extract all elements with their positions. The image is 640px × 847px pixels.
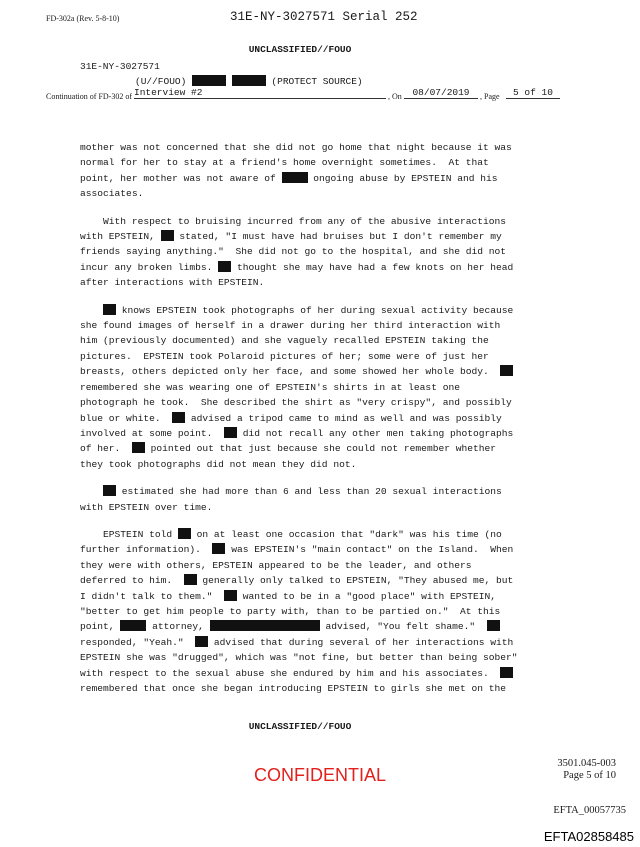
redaction-box [218, 261, 231, 272]
redaction-box [500, 365, 513, 376]
text-run: attorney, [152, 621, 204, 633]
text-run: With respect to bruising incurred from any of the abusive interactions with EPSTEIN, [80, 215, 507, 243]
redaction-box [212, 543, 225, 554]
reference-page: Page 5 of 10 [563, 770, 616, 781]
redaction-box [120, 620, 146, 631]
text-run: estimated she had more than 6 and less than 20 sexual interactions with EPSTEIN over time. [80, 486, 502, 513]
redaction-box [172, 412, 185, 423]
document-body [80, 140, 560, 708]
reference-block [530, 758, 616, 782]
redaction-box [282, 172, 308, 183]
redaction-box [195, 636, 208, 647]
continuation-value: Interview #2 [134, 87, 386, 99]
redaction-box [184, 574, 197, 585]
text-run: ongoing abuse by EPSTEIN and his associates. [80, 172, 498, 200]
text-run: did not recall any other men taking photographs of her. [80, 427, 514, 455]
page-label: , Page [480, 92, 500, 101]
classification-footer: UNCLASSIFIED//FOUO [248, 721, 352, 732]
paragraph-2 [80, 214, 560, 291]
source-line [135, 75, 363, 87]
paragraph-4 [80, 484, 560, 515]
text-run: knows EPSTEIN took photographs of her during sexual activity because she found images of herself in a drawer during her third interaction with him (previously documented) and she vaguely recalled EPSTEIN taking the pictures. EPSTEIN took Polaroid pictures of her; some were of just her breasts, others depicted only her face, and some showed her whole body. [80, 304, 514, 378]
redaction-box [132, 442, 145, 453]
text-run: advised a tripod came to mind as well and was possibly involved at some point. [80, 412, 502, 439]
form-id: FD-302a (Rev. 5-8-10) [46, 14, 120, 23]
text-run: EPSTEIN told [80, 528, 173, 540]
paragraph-5 [80, 527, 560, 696]
redaction-box [500, 667, 513, 678]
efta-number-primary: EFTA_00057735 [553, 805, 626, 816]
text-run: pointed out that just because she could not remember whether they took photographs did not mean they did not. [80, 443, 497, 470]
efta-number-secondary: EFTA02858485 [543, 829, 634, 844]
page-number: 5 of 10 [506, 87, 560, 99]
source-prefix: (U//FOUO) [135, 76, 187, 87]
redaction-box [210, 620, 320, 631]
continuation-label: Continuation of FD-302 of [46, 92, 132, 101]
redaction-box [103, 304, 116, 315]
reference-number: 3501.045-003 [557, 758, 616, 769]
redaction-box [103, 485, 116, 496]
redaction-box [161, 230, 174, 241]
text-run: remembered she was wearing one of EPSTEIN's shirts in at least one photograph he took. She described the shirt as "very crispy", and possibly blue or white. [80, 381, 512, 424]
source-suffix: (PROTECT SOURCE) [271, 76, 363, 87]
date-label: , On [388, 92, 402, 101]
text-run: generally only talked to EPSTEIN, "They abused me, but I didn't talk to them." [80, 575, 514, 602]
paragraph-3 [80, 303, 560, 472]
redaction-box [192, 75, 226, 86]
text-run: thought she may have had a few knots on her head after interactions with EPSTEIN. [80, 261, 514, 289]
file-number: 31E-NY-3027571 [80, 61, 160, 72]
text-run: advised, "You felt shame." [325, 621, 487, 633]
redaction-box [178, 528, 191, 539]
redaction-box [224, 590, 237, 601]
text-run: responded, "Yeah." [80, 636, 184, 648]
classification-header: UNCLASSIFIED//FOUO [248, 44, 352, 55]
paragraph-1 [80, 140, 560, 202]
text-run: advised that during several of her interactions with EPSTEIN she was "drugged", which was "not fine, but better than being sober" with respect to the sexual abuse she endured by him and his associates. [80, 636, 518, 679]
text-run: was EPSTEIN's "main contact" on the Island. When they were with others, EPSTEIN appeared to be the leader, and others deferred to him. [80, 544, 514, 587]
interview-date: 08/07/2019 [404, 87, 478, 99]
confidential-stamp: CONFIDENTIAL [253, 765, 386, 785]
redaction-box [232, 75, 266, 86]
text-run: remembered that once she began introducing EPSTEIN to girls she met on the [80, 683, 507, 694]
text-run: mother was not concerned that she did not go home that night because it was normal for her to stay at a friend's home overnight sometimes. At that point, her mother was not aware of [80, 142, 512, 184]
serial-number: 31E-NY-3027571 Serial 252 [230, 10, 418, 24]
text-run: stated, "I must have had bruises but I don't remember my friends saying anything." She did not go to the hospital, and she did not incur any broken limbs. [80, 231, 507, 273]
redaction-box [487, 620, 500, 631]
text-run: wanted to be in a "good place" with EPSTEIN, "better to get him people to party with, than to be partied on." At this point, [80, 590, 501, 633]
text-run: on at least one occasion that "dark" was his time (no further information). [80, 528, 502, 556]
redaction-box [224, 427, 237, 438]
